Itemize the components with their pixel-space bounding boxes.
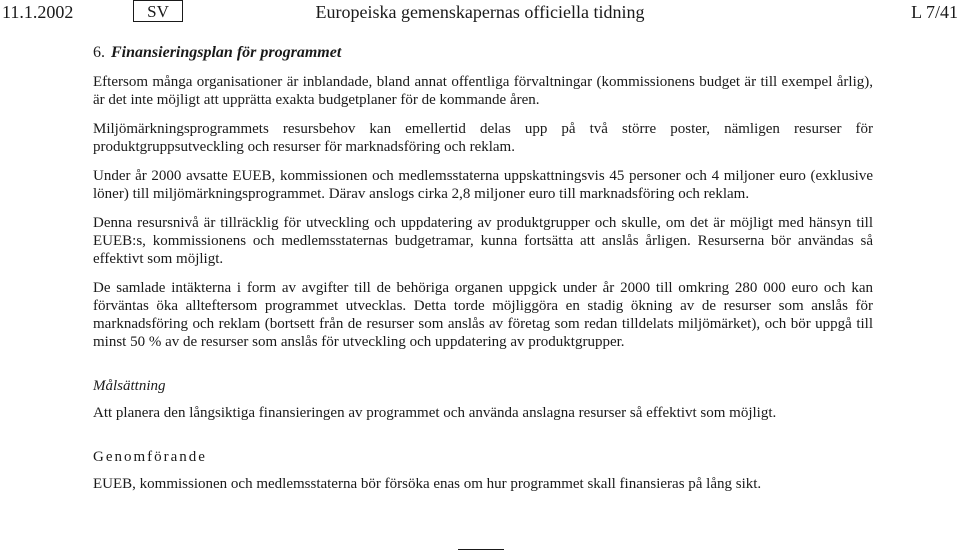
implementation-text: EUEB, kommissionen och medlemsstaterna bör försöka enas om hur programmet skall finansieras på lång sikt. xyxy=(93,476,762,492)
implementation-heading: Genomförande xyxy=(93,449,207,465)
paragraph-2: Miljömärkningsprogrammets resursbehov kan emellertid delas upp på två större poster, nämligen resurser för produktgruppsutveckling och resurser för marknadsföring och reklam. xyxy=(93,121,873,155)
goal-heading: Målsättning xyxy=(93,378,166,394)
paragraph-5: De samlade intäkterna i form av avgifter till de behöriga organen uppgick under år 2000 till omkring 280 000 euro och kan förväntas öka allteftersom programmet utvecklas. Detta torde möjliggöra en stadig ökning av de resurser som anslås för marknadsföring och reklam (bortsett från de resurser som anslås av företag som redan tilldelats miljömärket), och bör uppgå till minst 50 % av de resurser som anslås för utveckling och uppdatering av produktgrupper. xyxy=(93,280,873,350)
section-number: 6. xyxy=(93,44,105,61)
document-body xyxy=(93,44,873,504)
footer-divider xyxy=(458,549,504,550)
publication-date: 11.1.2002 xyxy=(2,2,74,22)
paragraph-4: Denna resursnivå är tillräcklig för utveckling och uppdatering av produktgrupper och skulle, om det är möjligt med hänsyn till EUEB:s, kommissionens och medlemsstaternas budgetramar, kunna fortsätta att anslås årligen. Resurserna bör användas så effektivt som möjligt. xyxy=(93,215,873,267)
page-reference: L 7/41 xyxy=(911,2,958,22)
goal-text: Att planera den långsiktiga finansieringen av programmet och använda anslagna resurser så effektivt som möjligt. xyxy=(93,405,777,421)
journal-title: Europeiska gemenskapernas officiella tidning xyxy=(315,2,645,22)
section-title: Finansieringsplan för programmet xyxy=(111,44,342,61)
section-heading xyxy=(93,44,873,62)
paragraph-1: Eftersom många organisationer är inblandade, bland annat offentliga förvaltningar (kommissionens budget är till exempel årlig), är det inte möjligt att upprätta exakta budgetplaner för de kommande åren. xyxy=(93,74,873,108)
language-code-box: SV xyxy=(133,0,183,22)
page-header xyxy=(0,0,960,30)
paragraph-3: Under år 2000 avsatte EUEB, kommissionen och medlemsstaterna uppskattningsvis 45 personer och 4 miljoner euro (exklusive löner) till miljömärkningsprogrammet. Därav anslogs cirka 2,8 miljoner euro till marknadsföring och reklam. xyxy=(93,168,873,202)
